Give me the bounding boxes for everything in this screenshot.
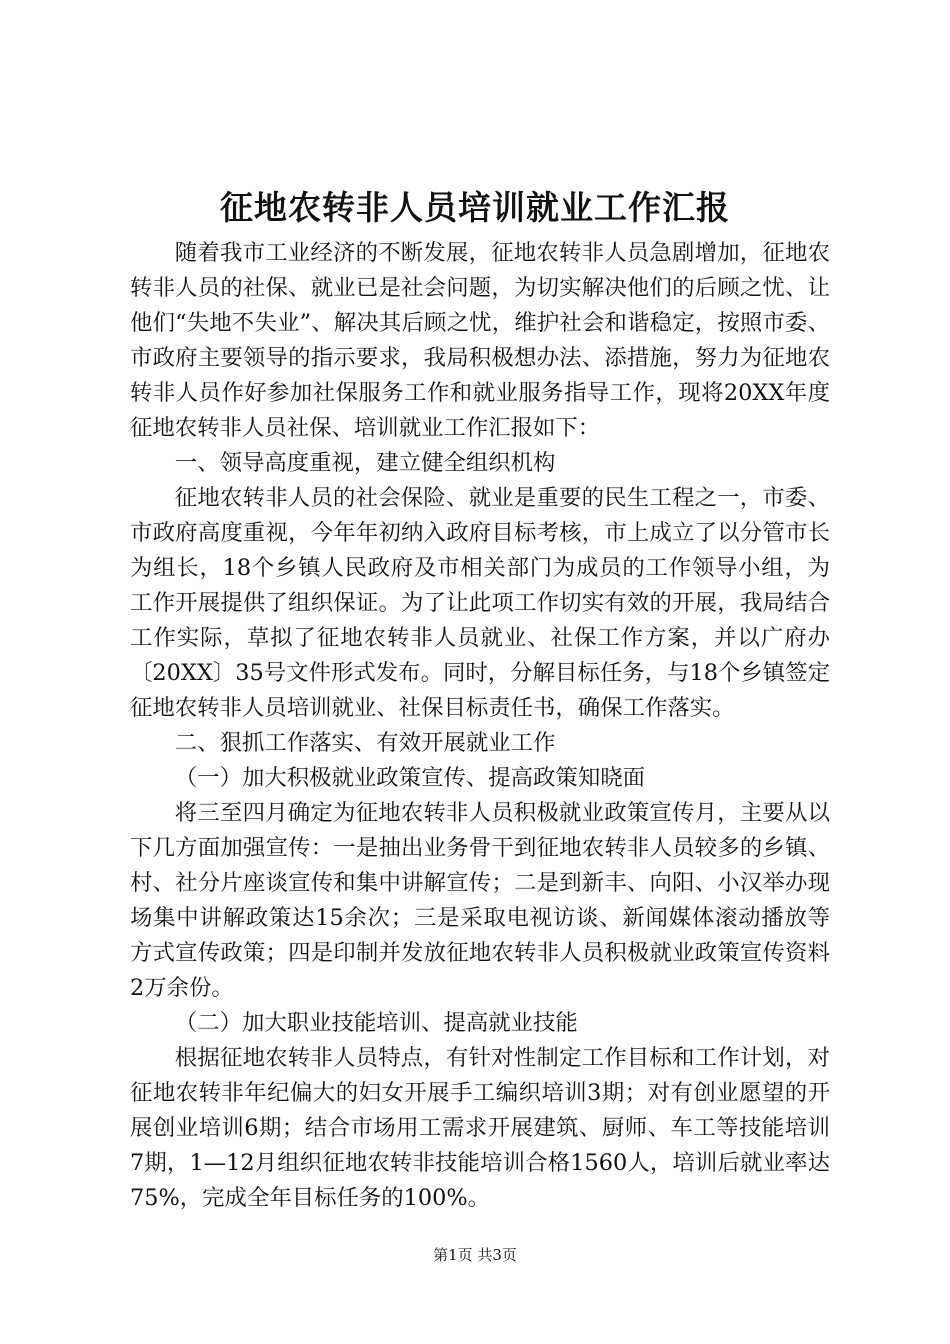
page-number-footer: 第1页 共3页: [433, 1246, 517, 1264]
section-heading-2: 二、狠抓工作落实、有效开展就业工作: [174, 730, 556, 756]
paragraph-intro: 随着我市工业经济的不断发展，征地农转非人员急剧增加，征地农转非人员的社保、就业已是社会问题，为切实解决他们的后顾之忧、让他们“失地不失业”、解决其后顾之忧，维护社会和谐稳定，按照市委、市政府主要领导的指示要求，我局积极想办法、添措施，努力为征地农转非人员作好参加社保服务工作和就业服务指导工作，现将20XX年度征地农转非人员社保、培训就业工作汇报如下：: [130, 240, 830, 441]
document-title: 征地农转非人员培训就业工作汇报: [220, 188, 730, 227]
subsection-heading-2: （二）加大职业技能培训、提高就业技能: [174, 1010, 578, 1036]
paragraph-organization: 征地农转非人员的社会保险、就业是重要的民生工程之一，市委、市政府高度重视，今年年初纳入政府目标考核，市上成立了以分管市长为组长，18个乡镇人民政府及市相关部门为成员的工作领导小组，为工作开展提供了组织保证。为了让此项工作切实有效的开展，我局结合工作实际，草拟了征地农转非人员就业、社保工作方案，并以广府办〔20XX〕35号文件形式发布。同时，分解目标任务，与18个乡镇签定征地农转非人员培训就业、社保目标责任书，确保工作落实。: [130, 485, 830, 721]
paragraph-policy-promotion: 将三至四月确定为征地农转非人员积极就业政策宣传月，主要从以下几方面加强宣传：一是抽出业务骨干到征地农转非人员较多的乡镇、村、社分片座谈宣传和集中讲解宣传；二是到新丰、向阳、小汉举办现场集中讲解政策达15余次；三是采取电视访谈、新闻媒体滚动播放等方式宣传政策；四是印制并发放征地农转非人员积极就业政策宣传资料2万余份。: [130, 800, 830, 1001]
subsection-heading-1: （一）加大积极就业政策宣传、提高政策知晓面: [174, 765, 645, 791]
paragraph-skills-training: 根据征地农转非人员特点，有针对性制定工作目标和工作计划，对征地农转非年纪偏大的妇女开展手工编织培训3期；对有创业愿望的开展创业培训6期；结合市场用工需求开展建筑、厨师、车工等技能培训7期，1—12月组织征地农转非技能培训合格1560人，培训后就业率达75%，完成全年目标任务的100%。: [130, 1045, 830, 1211]
section-heading-1: 一、领导高度重视，建立健全组织机构: [174, 450, 556, 476]
document-body: [130, 236, 830, 1216]
